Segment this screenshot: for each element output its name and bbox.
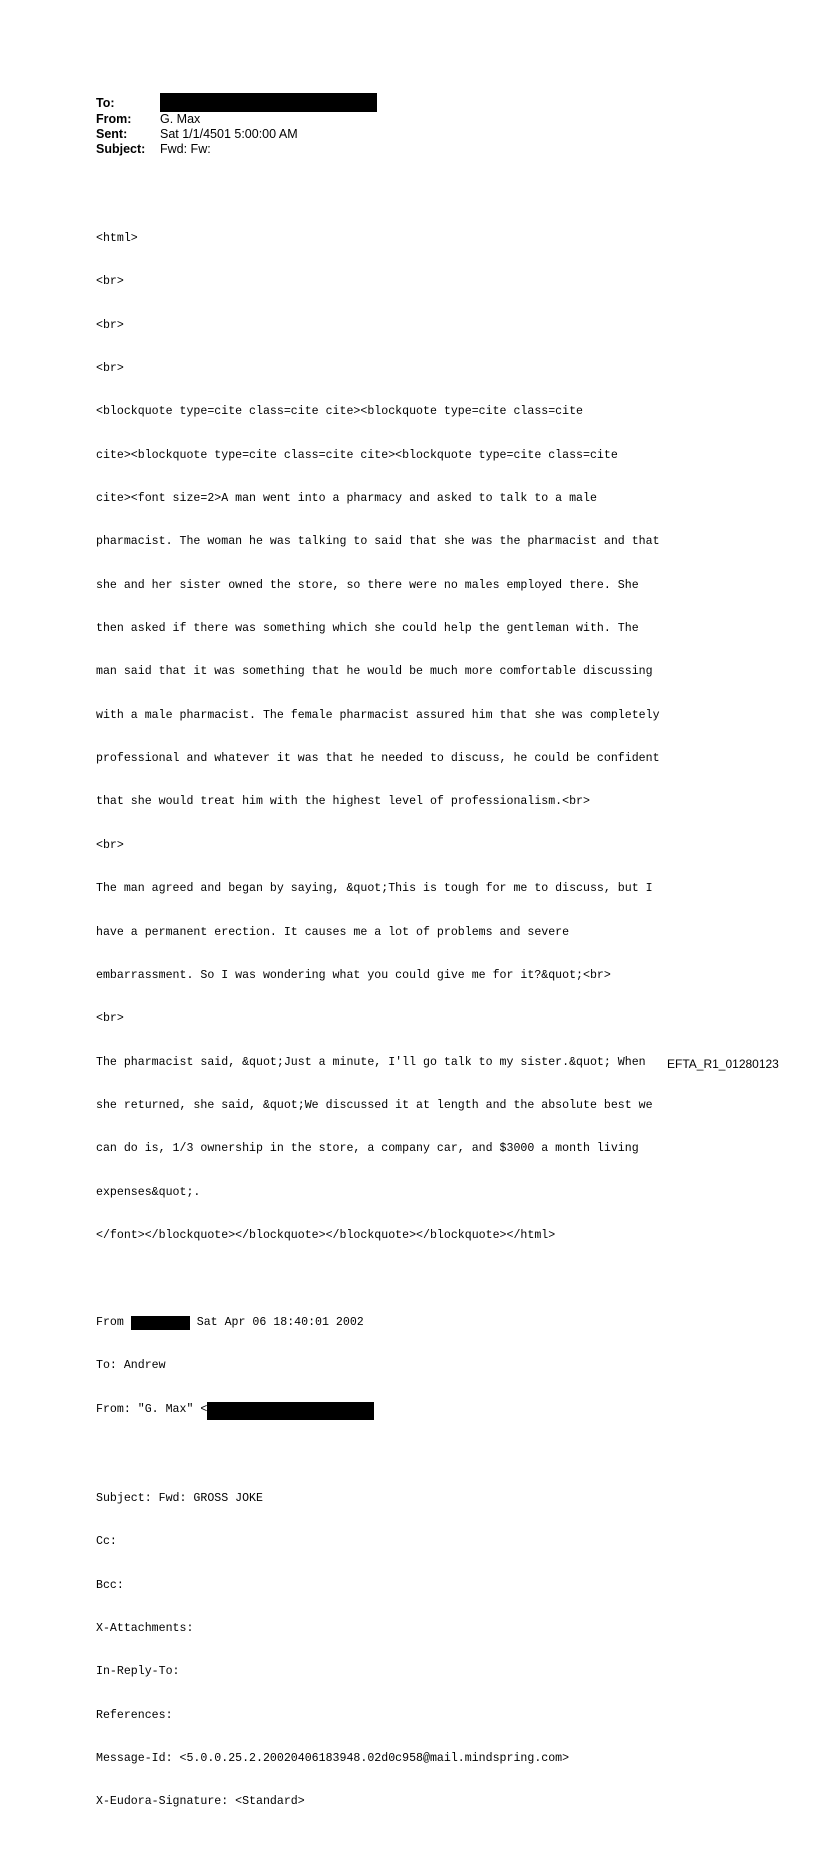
body-line: expenses&quot;. bbox=[96, 1185, 201, 1199]
sent-value: Sat 1/1/4501 5:00:00 AM bbox=[160, 127, 298, 141]
body-line: <br> bbox=[96, 1012, 124, 1026]
cc-line: Cc: bbox=[96, 1535, 117, 1549]
message-id-line: Message-Id: <5.0.0.25.2.20020406183948.02d0c958@mail.mindspring.com> bbox=[96, 1751, 570, 1765]
body-line: that she would treat him with the highest level of professionalism.<br> bbox=[96, 795, 590, 809]
email-body bbox=[96, 174, 660, 1853]
body-line: <br> bbox=[96, 275, 124, 289]
body-line: cite><font size=2>A man went into a pharmacy and asked to talk to a male bbox=[96, 491, 597, 505]
from-label: From: bbox=[96, 112, 132, 126]
body-line: <html> bbox=[96, 231, 138, 245]
body-line: embarrassment. So I was wondering what you could give me for it?&quot;<br> bbox=[96, 968, 611, 982]
in-reply-to-line: In-Reply-To: bbox=[96, 1665, 180, 1679]
body-line: The man agreed and began by saying, &quot;This is tough for me to discuss, but I bbox=[96, 882, 653, 896]
body-line: professional and whatever it was that he needed to discuss, he could be confident bbox=[96, 752, 660, 766]
body-line: </font></blockquote></blockquote></blockquote></blockquote></html> bbox=[96, 1229, 556, 1243]
body-line: pharmacist. The woman he was talking to said that she was the pharmacist and that bbox=[96, 535, 660, 549]
body-line: she and her sister owned the store, so there were no males employed there. She bbox=[96, 578, 639, 592]
from-row bbox=[96, 112, 377, 127]
body-line: with a male pharmacist. The female pharmacist assured him that she was completely bbox=[96, 708, 660, 722]
from-envelope-line bbox=[96, 1316, 660, 1330]
trailing-headers bbox=[96, 1463, 660, 1839]
signature-line: X-Eudora-Signature: <Standard> bbox=[96, 1795, 305, 1809]
body-line: have a permanent erection. It causes me a lot of problems and severe bbox=[96, 925, 570, 939]
email-header bbox=[96, 96, 377, 157]
redaction-bar bbox=[207, 1402, 374, 1420]
to-row bbox=[96, 96, 377, 112]
body-line: then asked if there was something which she could help the gentleman with. The bbox=[96, 622, 639, 636]
redaction-bar bbox=[131, 1316, 190, 1330]
from-max-line bbox=[96, 1403, 660, 1420]
body-line: cite><blockquote type=cite class=cite cite><blockquote type=cite class=cite bbox=[96, 448, 618, 462]
from-value: G. Max bbox=[160, 112, 201, 126]
bates-number: EFTA_R1_01280123 bbox=[667, 1057, 779, 1071]
subject-row bbox=[96, 142, 377, 157]
from-envelope-date: Sat Apr 06 18:40:01 2002 bbox=[189, 1315, 364, 1329]
to-label: To: bbox=[96, 96, 115, 110]
sent-row bbox=[96, 127, 377, 142]
body-line: <br> bbox=[96, 318, 124, 332]
html-body-block bbox=[96, 203, 660, 1273]
body-line: <br> bbox=[96, 361, 124, 375]
body-line: man said that it was something that he would be much more comfortable discussing bbox=[96, 665, 653, 679]
bcc-line: Bcc: bbox=[96, 1578, 124, 1592]
attachments-line: X-Attachments: bbox=[96, 1621, 194, 1635]
subject-label: Subject: bbox=[96, 142, 146, 156]
body-line: <br> bbox=[96, 838, 124, 852]
subject-value: Fwd: Fw: bbox=[160, 142, 211, 156]
references-line: References: bbox=[96, 1708, 173, 1722]
redaction-bar bbox=[160, 93, 377, 112]
from-envelope-prefix: From bbox=[96, 1315, 131, 1329]
subject-line: Subject: Fwd: GROSS JOKE bbox=[96, 1491, 263, 1505]
body-line: can do is, 1/3 ownership in the store, a company car, and $3000 a month living bbox=[96, 1142, 639, 1156]
body-line: she returned, she said, &quot;We discussed it at length and the absolute best we bbox=[96, 1099, 653, 1112]
sent-label: Sent: bbox=[96, 127, 128, 141]
from-max-prefix: From: "G. Max" < bbox=[96, 1402, 208, 1416]
body-line: <blockquote type=cite class=cite cite><blockquote type=cite class=cite bbox=[96, 405, 584, 419]
body-line: The pharmacist said, &quot;Just a minute, I'll go talk to my sister.&quot; When bbox=[96, 1055, 646, 1069]
to-line: To: Andrew bbox=[96, 1359, 166, 1373]
